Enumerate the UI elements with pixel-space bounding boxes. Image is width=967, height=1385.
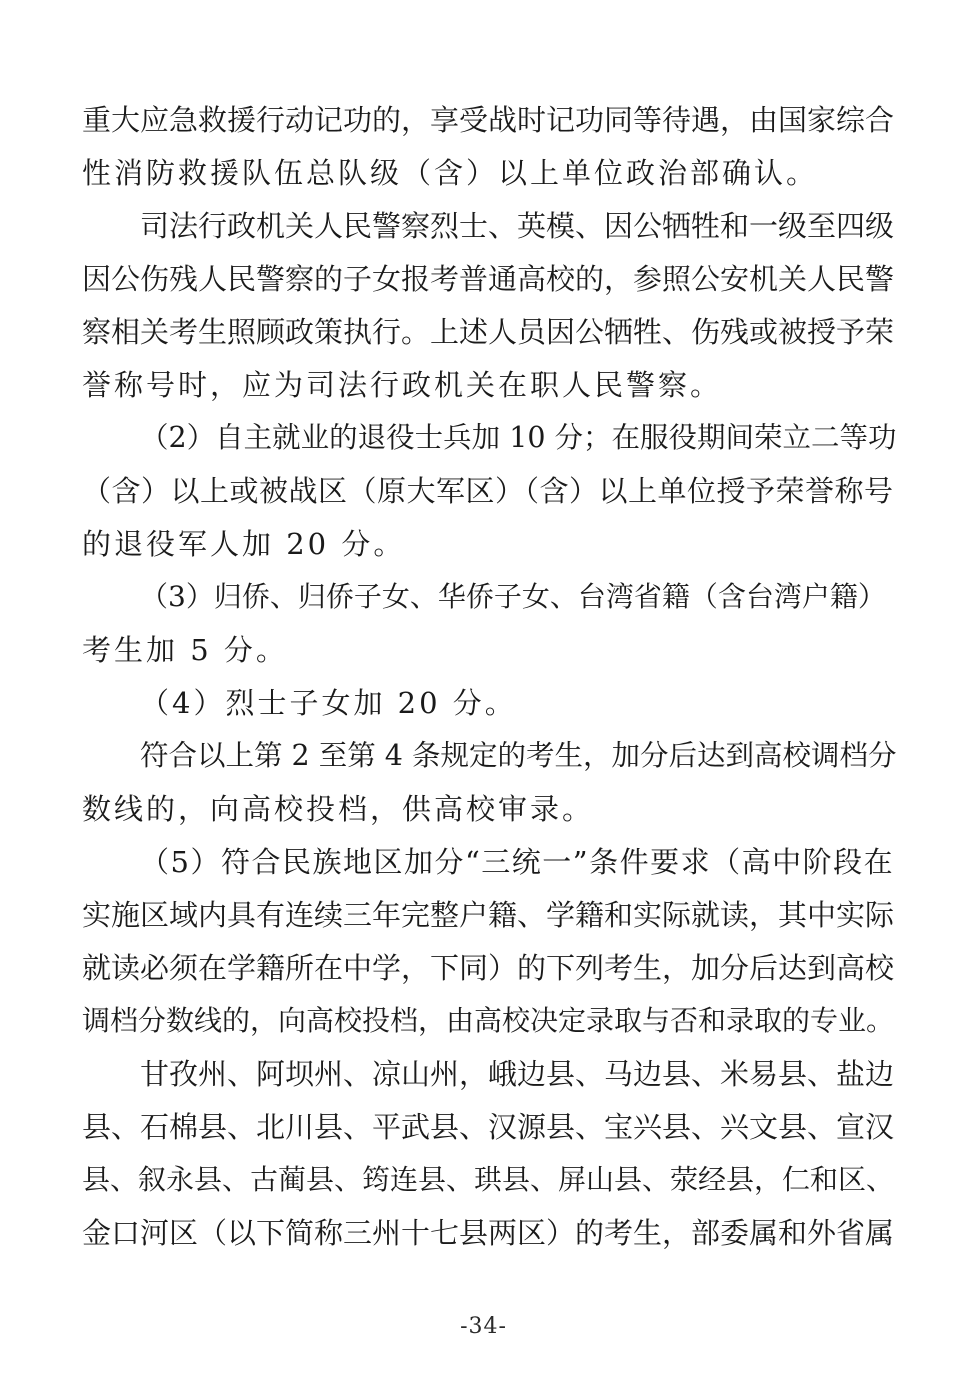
- text-line: 因公伤残人民警察的子女报考普通高校的，参照公安机关人民警: [82, 262, 895, 296]
- text-line: 数线的，向高校投档，供高校审录。: [82, 792, 595, 826]
- text-line: 考生加 5 分。: [82, 633, 288, 667]
- text-line: 察相关考生照顾政策执行。上述人员因公牺牲、伤残或被授予荣: [82, 315, 895, 349]
- text-line: （5）符合民族地区加分“三统一”条件要求（高中阶段在: [140, 845, 895, 879]
- text-line: 司法行政机关人民警察烈士、英模、因公牺牲和一级至四级: [140, 209, 895, 243]
- text-line: 金口河区（以下简称三州十七县两区）的考生，部委属和外省属: [82, 1216, 895, 1250]
- text-line: 的退役军人加 20 分。: [82, 527, 406, 561]
- text-line: 实施区域内具有连续三年完整户籍、学籍和实际就读，其中实际: [82, 898, 895, 932]
- text-line: 县、石棉县、北川县、平武县、汉源县、宝兴县、兴文县、宣汉: [82, 1110, 895, 1144]
- text-line: 县、叙永县、古蔺县、筠连县、珙县、屏山县、荥经县，仁和区、: [82, 1163, 895, 1196]
- text-line: 誉称号时，应为司法行政机关在职人民警察。: [82, 368, 723, 402]
- page-number: -34-: [460, 1314, 507, 1339]
- text-line: 符合以上第 2 至第 4 条规定的考生，加分后达到高校调档分: [140, 739, 897, 772]
- text-line: 调档分数线的，向高校投档，由高校决定录取与否和录取的专业。: [82, 1004, 895, 1037]
- text-line: （3）归侨、归侨子女、华侨子女、台湾省籍（含台湾户籍）: [140, 580, 886, 613]
- text-line: （2）自主就业的退役士兵加 10 分；在服役期间荣立二等功: [140, 421, 897, 454]
- text-line: 性消防救援队伍总队级（含）以上单位政治部确认。: [82, 156, 819, 190]
- text-line: （含）以上或被战区（原大军区）（含）以上单位授予荣誉称号: [82, 474, 894, 508]
- text-line: 甘孜州、阿坝州、凉山州，峨边县、马边县、米易县、盐边: [140, 1057, 895, 1091]
- text-line: 重大应急救援行动记功的，享受战时记功同等待遇，由国家综合: [82, 103, 895, 137]
- text-line: 就读必须在学籍所在中学，下同）的下列考生，加分后达到高校: [82, 951, 895, 985]
- text-line: （4）烈士子女加 20 分。: [140, 686, 517, 720]
